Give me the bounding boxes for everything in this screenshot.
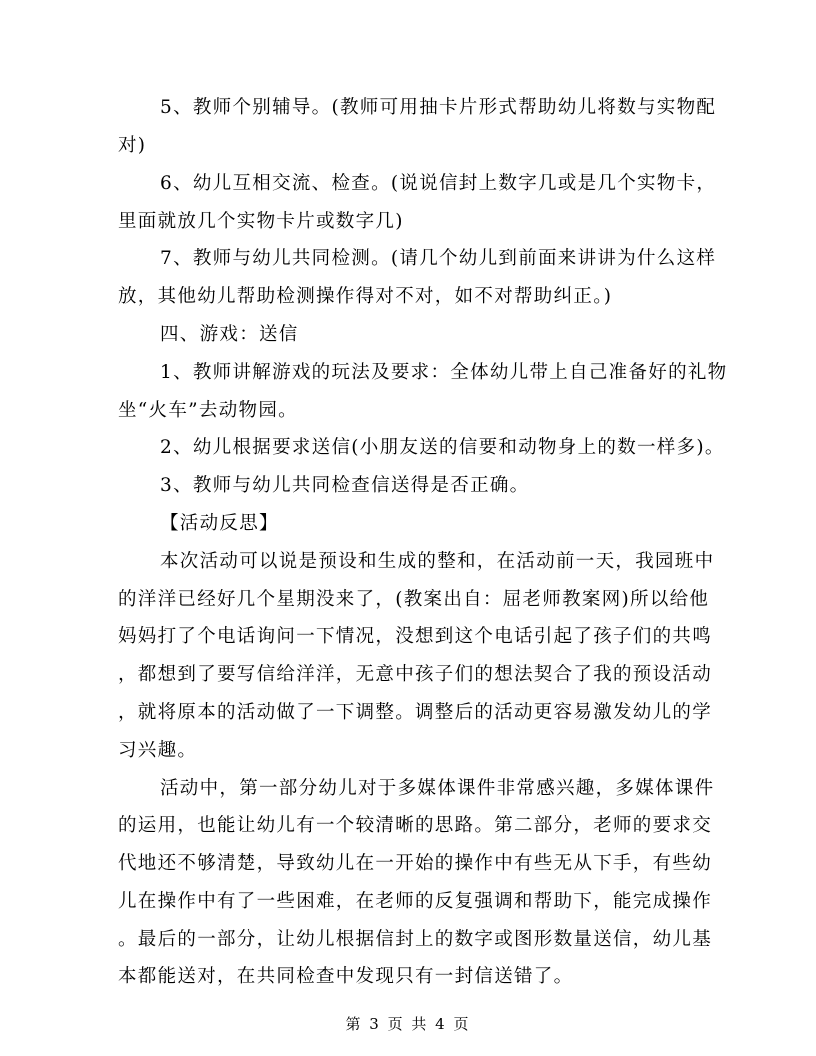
text-line: 6、幼儿互相交流、检查。(说说信封上数字几或是几个实物卡， (160, 173, 717, 194)
text-line: 2、幼儿根据要求送信(小朋友送的信要和动物身上的数一样多)。 (160, 437, 725, 458)
text-line: 3、教师与幼儿共同检查信送得是否正确。 (160, 475, 530, 496)
text-line: 的运用，也能让幼儿有一个较清晰的思路。第二部分，老师的要求交 (118, 815, 713, 836)
text-line: 1、教师讲解游戏的玩法及要求：全体幼儿带上自己准备好的礼物 (160, 362, 728, 383)
text-line: ，就将原本的活动做了一下调整。调整后的活动更容易激发幼儿的学 (118, 702, 713, 723)
text-line: 本次活动可以说是预设和生成的整和，在活动前一天，我园班中 (160, 551, 715, 572)
text-line: 妈妈打了个电话询问一下情况，没想到这个电话引起了孩子们的共鸣 (118, 626, 713, 647)
text-line: 对) (118, 135, 147, 156)
section-heading: 【活动反思】 (160, 513, 279, 534)
text-line: 坐“火车”去动物园。 (118, 400, 298, 421)
text-line: ，都想到了要写信给洋洋，无意中孩子们的想法契合了我的预设活动 (118, 664, 713, 685)
text-line: 放，其他幼儿帮助检测操作得对不对，如不对帮助纠正。) (118, 286, 613, 307)
text-line: 活动中，第一部分幼儿对于多媒体课件非常感兴趣，多媒体课件 (160, 778, 715, 799)
text-line: 儿在操作中有了一些困难，在老师的反复强调和帮助下，能完成操作 (118, 891, 713, 912)
text-line: 的洋洋已经好几个星期没来了，(教案出自：屈老师教案网)所以给他 (118, 589, 710, 610)
text-line: 。最后的一部分，让幼儿根据信封上的数字或图形数量送信，幼儿基 (118, 929, 713, 950)
text-line: 习兴趣。 (118, 740, 198, 761)
page-number: 第 3 页 共 4 页 (345, 1015, 471, 1033)
text-line: 里面就放几个实物卡片或数字几) (118, 211, 404, 232)
text-line: 5、教师个别辅导。(教师可用抽卡片形式帮助幼儿将数与实物配 (160, 97, 717, 118)
text-line: 7、教师与幼儿共同检测。(请几个幼儿到前面来讲讲为什么这样 (160, 248, 717, 269)
text-line: 本都能送对，在共同检查中发现只有一封信送错了。 (118, 966, 574, 987)
section-heading: 四、游戏：送信 (160, 324, 299, 345)
text-line: 代地还不够清楚，导致幼儿在一开始的操作中有些无从下手，有些幼 (118, 853, 713, 874)
